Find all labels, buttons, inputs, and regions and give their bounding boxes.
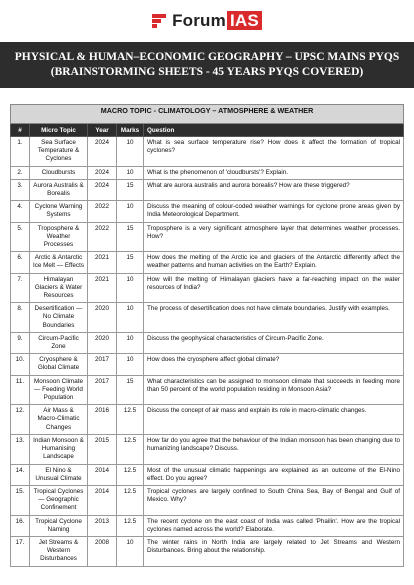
title-banner [0,42,414,88]
row-topic: Cyclone Warning Systems [30,201,88,222]
table-row [11,515,404,536]
row-marks: 10 [117,536,144,566]
col-header-number: # [11,124,30,137]
row-topic: Indian Monsoon & Humanising Landscape [30,434,88,464]
row-topic: Aurora Australis & Borealis [30,179,88,200]
row-year: 2022 [88,222,117,252]
row-question: Most of the unusual climatic happenings are explained as an outcome of the El-Nino effect. Do you agree? [144,464,404,485]
row-topic: Tropical Cyclone Naming [30,515,88,536]
banner-title-line1: PHYSICAL & HUMAN–ECONOMIC GEOGRAPHY – UPSC MAINS PYQS [14,51,400,63]
row-topic: Monsoon Climate — Feeding World Population [30,375,88,405]
table-row [11,375,404,405]
row-marks: 12.5 [117,515,144,536]
row-topic: Circum-Pacific Zone [30,332,88,353]
table-row [11,303,404,333]
row-topic: Troposphere & Weather Processes [30,222,88,252]
table-row [11,252,404,273]
row-question: What characteristics can be assigned to monsoon climate that succeeds in feeding more than 50 percent of the world population residing in Monsoon Asia? [144,375,404,405]
pyq-table-wrapper [10,104,404,567]
table-row [11,137,404,167]
row-year: 2017 [88,375,117,405]
row-marks: 10 [117,137,144,167]
row-year: 2008 [88,536,117,566]
row-number: 2. [11,166,30,179]
table-row [11,332,404,353]
row-number: 1. [11,137,30,167]
table-row [11,536,404,566]
row-question: How will the melting of Himalayan glaciers have a far-reaching impact on the water resources of India? [144,273,404,303]
col-header-topic: Micro Topic [30,124,88,137]
row-number: 17. [11,536,30,566]
row-question: Discuss the geophysical characteristics of Circum-Pacific Zone. [144,332,404,353]
table-row [11,405,404,435]
row-year: 2016 [88,405,117,435]
table-row [11,354,404,375]
logo-mark-icon [152,14,166,28]
table-row [11,273,404,303]
row-question: Troposphere is a very significant atmosphere layer that determines weather processes. How? [144,222,404,252]
row-marks: 10 [117,354,144,375]
col-header-question: Question [144,124,404,137]
row-question: What is the phenomenon of 'cloudbursts'? Explain. [144,166,404,179]
row-year: 2014 [88,485,117,515]
row-number: 7. [11,273,30,303]
row-year: 2022 [88,201,117,222]
row-marks: 10 [117,166,144,179]
row-topic: Desertification — No Climate Boundaries [30,303,88,333]
row-marks: 15 [117,222,144,252]
row-question: How does the cryosphere affect global climate? [144,354,404,375]
row-question: How far do you agree that the behaviour of the Indian monsoon has been changing due to humanizing landscape? Discuss. [144,434,404,464]
row-topic: Arctic & Antarctic Ice Melt — Effects [30,252,88,273]
row-marks: 15 [117,179,144,200]
table-row [11,485,404,515]
table-row [11,434,404,464]
pyq-table [10,104,404,567]
row-topic: Cloudbursts [30,166,88,179]
row-number: 11. [11,375,30,405]
col-header-marks: Marks [117,124,144,137]
row-number: 12. [11,405,30,435]
logo [0,0,414,36]
row-marks: 10 [117,201,144,222]
row-question: The winter rains in North India are largely related to Jet Streams and Western Disturbances. Bring about the relationship. [144,536,404,566]
row-number: 10. [11,354,30,375]
row-marks: 12.5 [117,405,144,435]
row-year: 2021 [88,252,117,273]
row-question: The recent cyclone on the east coast of India was called 'Phailin'. How are the tropical cyclones named across the world? Elaborate. [144,515,404,536]
row-topic: El Nino & Unusual Climate [30,464,88,485]
row-marks: 12.5 [117,434,144,464]
table-row [11,201,404,222]
row-year: 2024 [88,137,117,167]
row-topic: Sea Surface Temperature & Cyclones [30,137,88,167]
row-question: What are aurora australis and aurora borealis? How are these triggered? [144,179,404,200]
section-title: MACRO TOPIC - CLIMATOLOGY – ATMOSPHERE & WEATHER [11,105,404,124]
table-row [11,166,404,179]
row-number: 9. [11,332,30,353]
row-question: Discuss the meaning of colour-coded weather warnings for cyclone prone areas given by India Meteorological Department. [144,201,404,222]
row-topic: Jet Streams & Western Disturbances [30,536,88,566]
row-topic: Tropical Cyclones — Geographic Confinement [30,485,88,515]
row-topic: Himalayan Glaciers & Water Resources [30,273,88,303]
row-number: 13. [11,434,30,464]
row-topic: Air Mass & Macro-Climatic Changes [30,405,88,435]
row-number: 16. [11,515,30,536]
row-marks: 12.5 [117,485,144,515]
row-number: 3. [11,179,30,200]
row-year: 2013 [88,515,117,536]
row-number: 4. [11,201,30,222]
row-year: 2020 [88,303,117,333]
row-year: 2024 [88,166,117,179]
table-row [11,222,404,252]
row-marks: 15 [117,375,144,405]
row-number: 14. [11,464,30,485]
row-number: 15. [11,485,30,515]
row-number: 6. [11,252,30,273]
row-question: Tropical cyclones are largely confined to South China Sea, Bay of Bengal and Gulf of Mexico. Why? [144,485,404,515]
row-marks: 10 [117,303,144,333]
row-number: 8. [11,303,30,333]
row-question: Discuss the concept of air mass and explain its role in macro-climatic changes. [144,405,404,435]
row-marks: 15 [117,252,144,273]
row-topic: Cryosphere & Global Climate [30,354,88,375]
row-year: 2017 [88,354,117,375]
col-header-year: Year [88,124,117,137]
column-header-row [11,124,404,137]
row-marks: 12.5 [117,464,144,485]
row-marks: 10 [117,273,144,303]
banner-title-line2: (BRAINSTORMING SHEETS - 45 YEARS PYQS COVERED) [50,66,364,78]
row-question: How does the melting of the Arctic ice and glaciers of the Antarctic differently affect the weather patterns and human activities on the Earth? Explain. [144,252,404,273]
row-number: 5. [11,222,30,252]
row-question: What is sea surface temperature rise? How does it affect the formation of tropical cyclones? [144,137,404,167]
row-year: 2021 [88,273,117,303]
row-year: 2015 [88,434,117,464]
table-row [11,179,404,200]
table-row [11,464,404,485]
row-year: 2024 [88,179,117,200]
logo-text: Forum IAS [172,11,262,31]
section-header-row [11,105,404,124]
row-year: 2014 [88,464,117,485]
row-marks: 10 [117,332,144,353]
row-year: 2020 [88,332,117,353]
row-question: The process of desertification does not have climate boundaries. Justify with examples. [144,303,404,333]
